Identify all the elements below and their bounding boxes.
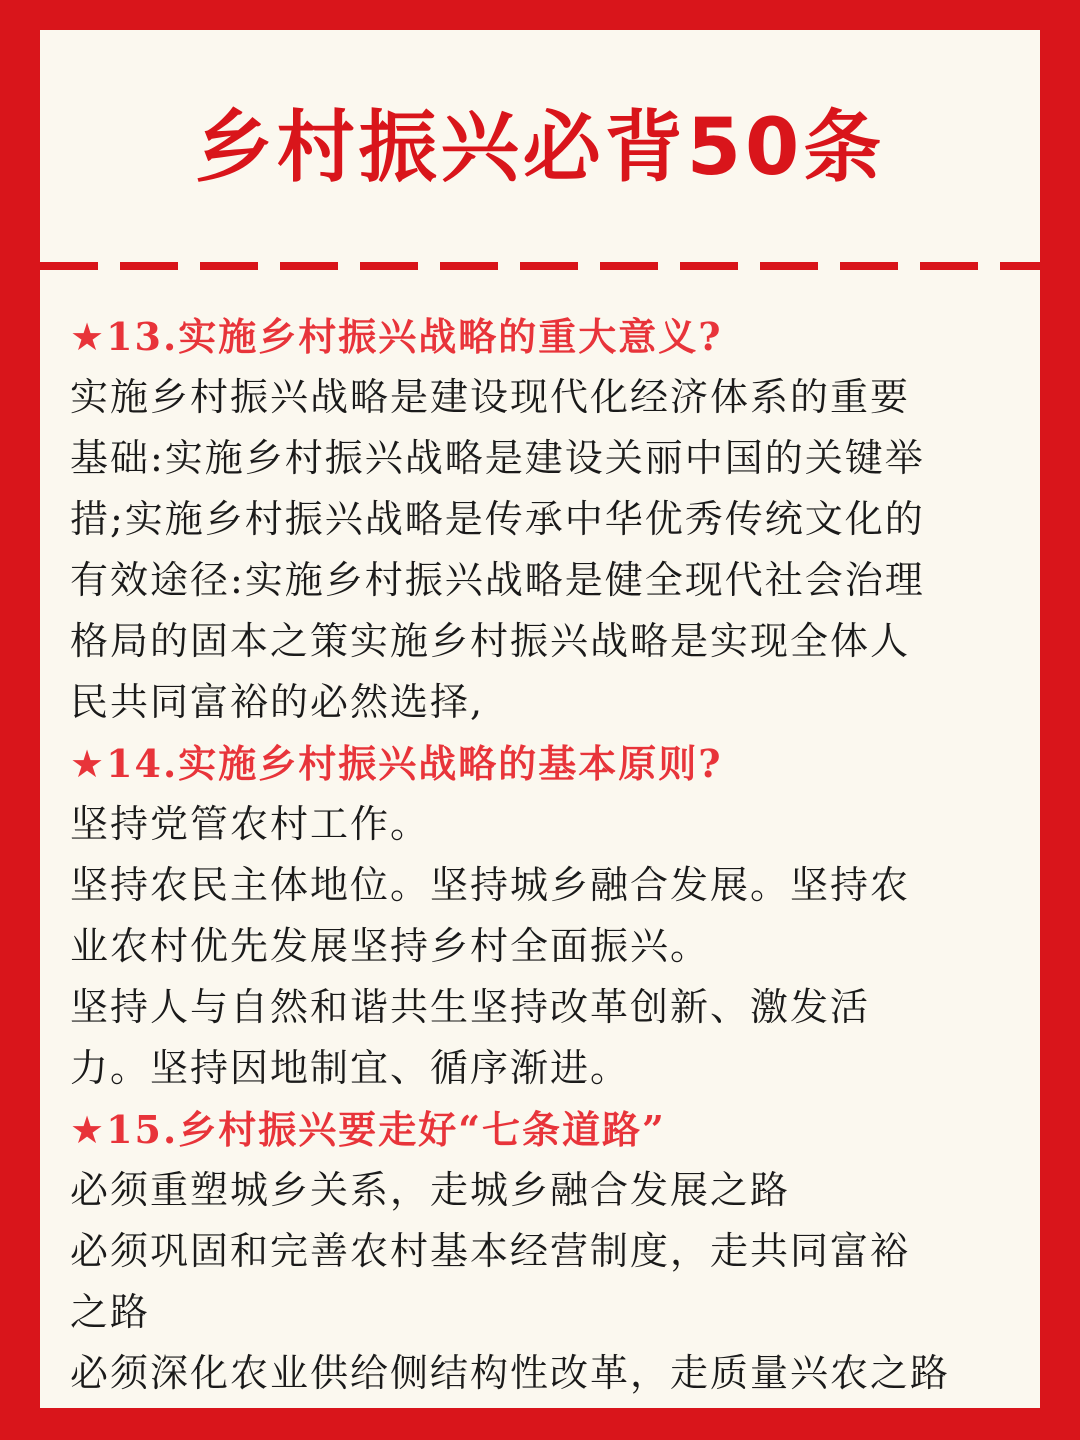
page-title: 乡村振兴必背50条 — [194, 103, 886, 193]
question-15-heading — [70, 1099, 1015, 1160]
dashed-divider — [40, 262, 1040, 270]
star-icon: ★ — [70, 742, 107, 786]
star-icon: ★ — [70, 315, 107, 359]
question-14-heading — [70, 733, 1015, 794]
question-15-text: 15.乡村振兴要走好“七条道路” — [106, 1107, 666, 1152]
article-body — [70, 306, 1015, 1404]
content-card — [40, 30, 1040, 1408]
question-13-heading — [70, 306, 1015, 367]
answer-13-line: 有效途径:实施乡村振兴战略是健全现代社会治理 — [70, 558, 925, 602]
answer-14-line: 力。坚持因地制宜、循序渐进。 — [70, 1046, 631, 1090]
question-14-text: 14.实施乡村振兴战略的基本原则? — [106, 741, 723, 786]
answer-13-line: 民共同富裕的必然选择, — [70, 680, 485, 724]
answer-14-line: 坚持农民主体地位。坚持城乡融合发展。坚持农 — [70, 863, 911, 907]
answer-13-line: 措;实施乡村振兴战略是传承中华优秀传统文化的 — [70, 497, 925, 541]
answer-15-line: 必须巩固和完善农村基本经营制度，走共同富裕 — [70, 1229, 911, 1273]
answer-13-line: 基础:实施乡村振兴战略是建设关丽中国的关键举 — [70, 436, 925, 480]
answer-13-line: 实施乡村振兴战略是建设现代化经济体系的重要 — [70, 375, 911, 419]
answer-14-line: 坚持党管农村工作。 — [70, 802, 431, 846]
answer-15-line: 必须重塑城乡关系，走城乡融合发展之路 — [70, 1168, 791, 1212]
answer-14-line: 坚持人与自然和谐共生坚持改革创新、激发活 — [70, 985, 871, 1029]
star-icon: ★ — [70, 1108, 107, 1152]
answer-15-line: 之路 — [70, 1290, 151, 1334]
question-13-text: 13.实施乡村振兴战略的重大意义? — [106, 314, 723, 359]
answer-13-line: 格局的固本之策实施乡村振兴战略是实现全体人 — [70, 619, 911, 663]
answer-14-line: 业农村优先发展坚持乡村全面振兴。 — [70, 924, 711, 968]
answer-15-line: 必须深化农业供给侧结构性改革，走质量兴农之路 — [70, 1351, 951, 1395]
